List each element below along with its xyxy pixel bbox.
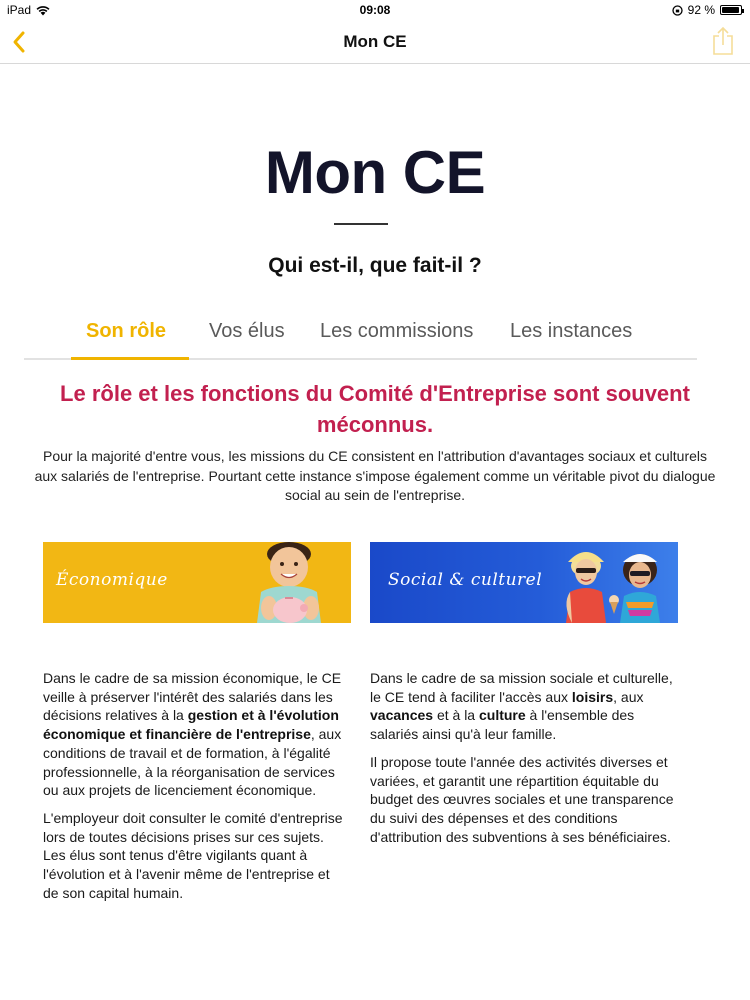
battery-percent: 92 % [687, 3, 715, 17]
social-banner-label: Social & culturel [388, 570, 543, 590]
bold-segment: loisirs [571, 688, 614, 705]
social-paragraph-2: Il propose toute l'année des activités diverses et variées, et garantit une répartition équitable du budget des œuvres sociales et une transparence du suivi des dépenses et des conditions d'attribution des subventions à ses bénéficiaires. [370, 753, 674, 845]
active-tab-indicator [71, 357, 189, 360]
orientation-lock-icon [672, 5, 683, 16]
navigation-bar [0, 22, 750, 64]
text-segment: , aux [613, 688, 644, 705]
economic-mission-text [43, 669, 348, 911]
page-title: Mon CE [264, 139, 486, 206]
share-icon [712, 26, 734, 56]
child-piggy-bank-illustration [231, 542, 351, 623]
economic-banner-label: Économique [56, 570, 168, 590]
bold-segment: gestion et à l'évolution économique et financière de l'entreprise [43, 707, 339, 743]
tab-les-instances[interactable]: Les instances [510, 320, 633, 342]
text-segment: à l'ensemble des salariés ainsi qu'à leur famille. [370, 707, 635, 743]
section-intro: Pour la majorité d'entre vous, les missions du CE consistent en l'attribution d'avantages sociaux et culturels aux salariés de l'entreprise. Pourtant cette instance s'impose également comme un véritable pivot du dialogue social au sein de l'entreprise. [34, 448, 716, 503]
social-paragraph-1 [370, 669, 675, 744]
title-divider [334, 223, 388, 225]
status-bar [0, 0, 750, 22]
status-time: 09:08 [359, 3, 391, 17]
share-button[interactable] [712, 26, 734, 56]
section-heading: Le rôle et les fonctions du Comité d'Entreprise sont souvent méconnus. [60, 381, 690, 437]
bold-segment: culture [478, 707, 526, 724]
device-name: iPad [7, 3, 32, 17]
tab-son-role[interactable]: Son rôle [86, 320, 167, 342]
battery-fill [722, 7, 739, 13]
economic-paragraph-1 [43, 669, 348, 800]
social-mission-text [370, 669, 675, 855]
page-subtitle: Qui est-il, que fait-il ? [268, 254, 482, 277]
social-culture-banner[interactable] [370, 542, 678, 623]
friends-illustration [548, 542, 678, 623]
economic-paragraph-2: L'employeur doit consulter le comité d'entreprise lors de toutes décisions prises sur ces sujets. Les élus sont tenus d'être vigilants quant à l'évolution et à l'avenir même de l'entreprise et de son capital humain. [43, 809, 343, 901]
text-segment: et à la [433, 707, 479, 724]
economic-banner[interactable] [43, 542, 351, 623]
tab-vos-elus[interactable]: Vos élus [209, 320, 285, 342]
nav-title: Mon CE [343, 32, 407, 51]
battery-icon [720, 5, 742, 15]
text-segment: , aux conditions de travail et de formation, à l'égalité professionnelle, à la réorganisation de services ou aux projets de licenciement économique. [43, 726, 342, 799]
text-segment: Dans le cadre de sa mission sociale et culturelle, le CE tend à faciliter l'accès aux [370, 670, 673, 705]
bold-segment: vacances [370, 707, 434, 724]
tab-bar [24, 312, 697, 360]
text-segment: Dans le cadre de sa mission économique, le CE veille à préserver l'intérêt des salariés dans les décisions relatives à la [43, 670, 342, 724]
tab-les-commissions[interactable]: Les commissions [320, 320, 474, 342]
status-right [672, 3, 742, 17]
